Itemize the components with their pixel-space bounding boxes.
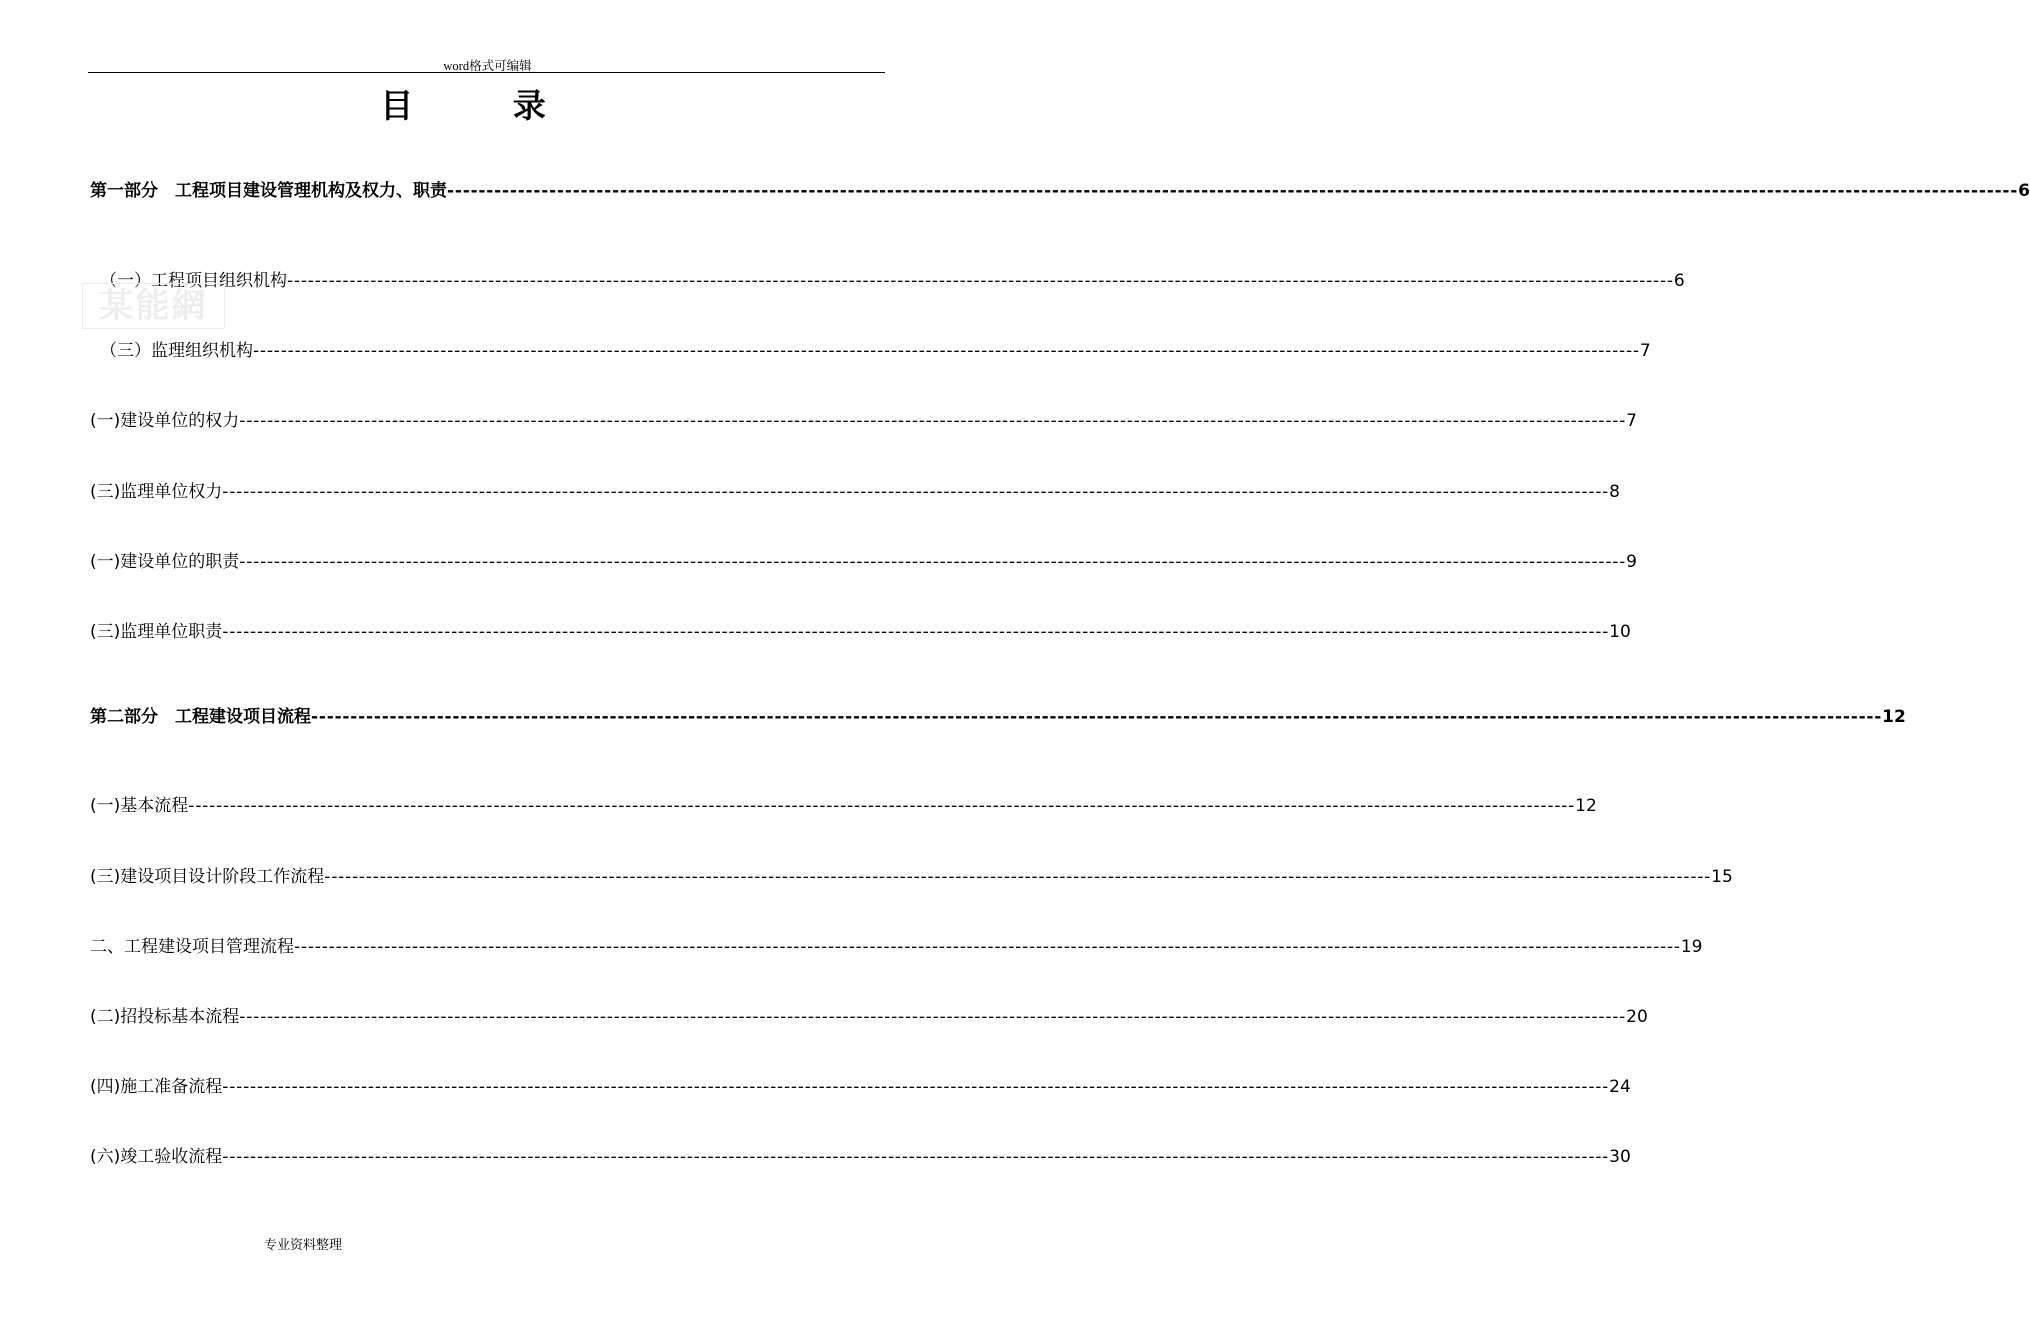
toc-entry-label: （三）监理组织机构 (100, 341, 253, 361)
toc-dash-leader: -------------------------------------------------------------------------------------------------------------------------------------------------------------------------------------------------------- (311, 707, 1883, 727)
toc-entry-label: (三)监理单位权力 (90, 482, 223, 502)
toc-entry-label: (一)基本流程 (90, 796, 189, 816)
toc-entry-label: (一)建设单位的职责 (90, 552, 240, 572)
toc-dash-leader: -------------------------------------------------------------------------------------------------------------------------------------------------------------------------------------------------------- (447, 181, 2019, 201)
toc-entry[interactable] (90, 477, 1620, 503)
toc-entry-label: (三)监理单位职责 (90, 622, 223, 642)
page-title: 目 录 (380, 86, 590, 125)
toc-dash-leader: -------------------------------------------------------------------------------------------------------------------------------------------------------------------------------------------------------- (239, 1007, 1627, 1027)
toc-entry-label: 二、工程建设项目管理流程 (90, 937, 294, 957)
toc-dash-leader: -------------------------------------------------------------------------------------------------------------------------------------------------------------------------------------------------------- (222, 1147, 1610, 1167)
toc-dash-leader: -------------------------------------------------------------------------------------------------------------------------------------------------------------------------------------------------------- (188, 796, 1576, 816)
toc-entry[interactable] (90, 1072, 1631, 1098)
page-header-text: word格式可编辑 (443, 59, 532, 73)
toc-entry-label: (六)竣工验收流程 (90, 1147, 223, 1167)
toc-entry[interactable] (90, 547, 1637, 573)
toc-page-number: 7 (1626, 411, 1637, 431)
toc-dash-leader: -------------------------------------------------------------------------------------------------------------------------------------------------------------------------------------------------------- (287, 271, 1674, 291)
toc-entry-label: 第一部分 工程项目建设管理机构及权力、职责 (90, 181, 447, 201)
toc-page-number: 12 (1575, 796, 1597, 816)
toc-dash-leader: -------------------------------------------------------------------------------------------------------------------------------------------------------------------------------------------------------- (294, 937, 1681, 957)
toc-page-number: 30 (1609, 1147, 1631, 1167)
toc-dash-leader: -------------------------------------------------------------------------------------------------------------------------------------------------------------------------------------------------------- (239, 411, 1627, 431)
toc-part-entry[interactable] (90, 176, 2030, 202)
page-footer-text: 专业资料整理 (264, 1237, 343, 1252)
toc-dash-leader: -------------------------------------------------------------------------------------------------------------------------------------------------------------------------------------------------------- (222, 482, 1610, 502)
watermark-stamp: 某能網 (82, 283, 225, 329)
toc-dash-leader: -------------------------------------------------------------------------------------------------------------------------------------------------------------------------------------------------------- (324, 867, 1712, 887)
toc-page-number: 10 (1609, 622, 1631, 642)
toc-page-number: 15 (1711, 867, 1733, 887)
toc-page-number: 19 (1680, 937, 1703, 957)
toc-page-number: 20 (1626, 1007, 1648, 1027)
toc-entry[interactable] (90, 406, 1637, 432)
toc-entry-label: 第二部分 工程建设项目流程 (90, 707, 311, 727)
toc-entry-label: (二)招投标基本流程 (90, 1007, 240, 1027)
toc-page-number: 6 (1673, 271, 1685, 291)
toc-entry-label: (一)建设单位的权力 (90, 411, 240, 431)
header-divider (88, 72, 885, 73)
toc-entry-label: (三)建设项目设计阶段工作流程 (90, 867, 325, 887)
toc-entry-label: （一）工程项目组织机构 (100, 271, 287, 291)
toc-page-number: 24 (1609, 1077, 1631, 1097)
toc-dash-leader: -------------------------------------------------------------------------------------------------------------------------------------------------------------------------------------------------------- (222, 1077, 1610, 1097)
toc-entry-label: (四)施工准备流程 (90, 1077, 223, 1097)
toc-entry[interactable] (90, 791, 1597, 817)
toc-page-number: 12 (1882, 707, 1906, 727)
toc-page-number: 8 (1609, 482, 1620, 502)
toc-entry[interactable] (90, 1002, 1648, 1028)
toc-page-number: 6 (2018, 181, 2030, 201)
toc-entry[interactable] (90, 1142, 1631, 1168)
toc-dash-leader: -------------------------------------------------------------------------------------------------------------------------------------------------------------------------------------------------------- (239, 552, 1627, 572)
toc-entry[interactable] (90, 862, 1733, 888)
toc-page-number: 7 (1639, 341, 1651, 361)
toc-entry[interactable] (90, 932, 1703, 958)
toc-dash-leader: -------------------------------------------------------------------------------------------------------------------------------------------------------------------------------------------------------- (222, 622, 1610, 642)
toc-page-number: 9 (1626, 552, 1637, 572)
toc-part-entry[interactable] (90, 702, 1906, 728)
toc-entry[interactable] (90, 617, 1631, 643)
toc-dash-leader: -------------------------------------------------------------------------------------------------------------------------------------------------------------------------------------------------------- (253, 341, 1640, 361)
toc-entry[interactable] (100, 336, 1651, 362)
